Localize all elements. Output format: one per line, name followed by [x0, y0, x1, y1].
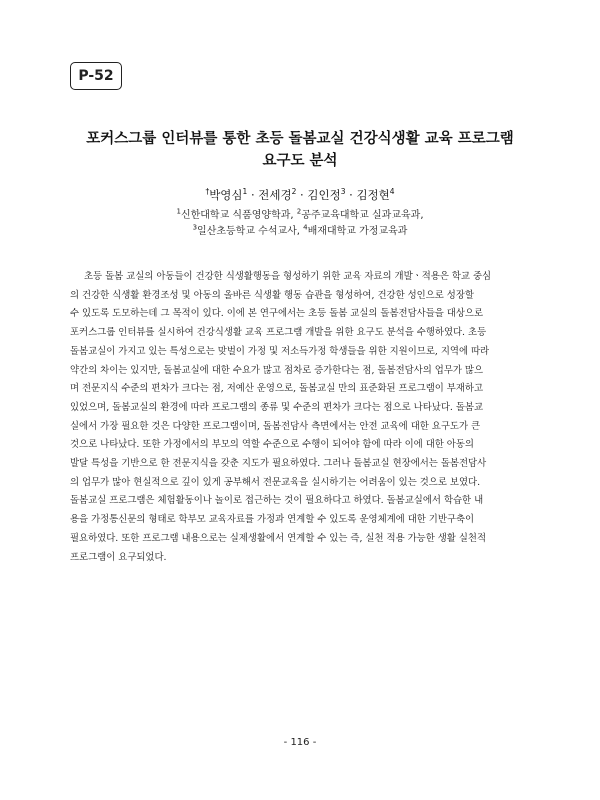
affiliation-line [60, 224, 540, 240]
author-name: 김정현 [356, 188, 390, 202]
abstract-line: 의 업무가 많아 현실적으로 깊이 있게 공부해서 전문교육을 실시하기는 어려움이 있는 것으로 보였다. [70, 476, 481, 488]
abstract-line: 용을 가정통신문의 형태로 학부모 교육자료를 가정과 연계할 수 있도록 운영체계에 대한 기반구축이 [70, 514, 475, 526]
abstract-line: 돌봄교실 프로그램은 체험활동이나 놀이로 접근하는 것이 필요하다고 하였다. 돌봄교실에서 학습한 내 [70, 495, 484, 507]
author-separator: · [296, 188, 308, 202]
poster-id-text: P-52 [78, 68, 114, 84]
author-separator: · [247, 188, 259, 202]
abstract-line: 발달 특성을 기반으로 한 전문지식을 갖춘 지도가 필요하였다. 그러나 돌봄교실 현장에서는 돌봄전담사 [70, 458, 487, 470]
author-separator: · [345, 188, 357, 202]
abstract-line: 며 전문지식 수준의 편차가 크다는 점, 저예산 운영으로, 돌봄교실 만의 표준화된 프로그램이 부재하고 [70, 383, 484, 395]
abstract-line: 돌봄교실이 가지고 있는 특성으로는 맞벌이 가정 및 저소득가정 학생들을 위한 지원이므로, 지역에 따라 [70, 345, 490, 357]
affil-sup: 3 [192, 223, 198, 232]
affil-sup: 1 [176, 207, 181, 216]
affil-text: 공주교육대학교 실과교육과, [301, 210, 424, 221]
affil-text: 일산초등학교 수석교사, [197, 226, 304, 237]
affil-sup: 2 [296, 207, 302, 216]
abstract-line: 포커스그룹 인터뷰를 실시하여 건강식생활 교육 프로그램 개발을 위한 요구도 분석을 수행하였다. 초등 [70, 327, 487, 339]
paper-title [60, 128, 540, 172]
author-name: 전세경 [258, 188, 292, 202]
abstract-line: 있었으며, 돌봄교실의 환경에 따라 프로그램의 종류 및 수준의 편차가 크다는 점으로 나타났다. 돌봄교 [70, 401, 484, 413]
abstract-line: 초등 돌봄 교실의 아동들이 건강한 식생활행동을 형성하기 위한 교육 자료의 개발ㆍ적용은 학교 중심 [84, 271, 492, 282]
affiliation-line [60, 208, 540, 224]
affil-text: 배재대학교 가정교육과 [307, 226, 408, 237]
poster-id-badge [70, 62, 122, 90]
affil-sup: 4 [303, 223, 308, 232]
author-name: 박영심 [209, 188, 243, 202]
abstract-line: 실에서 가장 필요한 것은 다양한 프로그램이며, 돌봄전담사 측면에서는 안전 교육에 대한 요구도가 큰 [70, 420, 481, 432]
abstract-line: 프로그램이 요구되었다. [70, 551, 167, 563]
abstract-line: 것으로 나타났다. 또한 가정에서의 부모의 역할 수준으로 수행이 되어야 함에 따라 이에 대한 아동의 [70, 439, 474, 451]
author-affil-sup: 2 [291, 187, 297, 197]
author-affil-sup: 3 [340, 187, 346, 197]
abstract-line: 의 건강한 식생활 환경조성 및 아동의 올바른 식생활 행동 습관을 형성하여, 건강한 성인으로 성장할 [70, 289, 474, 301]
author-affil-sup: 1 [242, 187, 248, 197]
author-name: 김인정 [307, 188, 341, 202]
title-line-1: 포커스그룹 인터뷰를 통한 초등 돌봄교실 건강식생활 교육 프로그램 [86, 131, 514, 147]
author-list [60, 187, 540, 203]
page-number: - 116 - [283, 737, 317, 748]
abstract-line: 수 있도록 도모하는데 그 목적이 있다. 이에 본 연구에서는 초등 돌봄 교실의 돌봄전담사들을 대상으로 [70, 308, 484, 320]
abstract-line: 약간의 차이는 있지만, 돌봄교실에 대한 수요가 많고 점차로 증가한다는 점, 돌봄전담사의 업무가 많으 [70, 364, 484, 376]
author-affil-sup: 4 [389, 187, 395, 197]
abstract-line: 필요하였다. 또한 프로그램 내용으로는 실제생활에서 연계할 수 있는 즉, 실천 적용 가능한 생활 실천적 [70, 532, 487, 544]
corresponding-mark: † [205, 187, 210, 197]
affiliation-list [60, 208, 540, 240]
affil-text: 신한대학교 식품영양학과, [180, 210, 297, 221]
abstract-body [70, 268, 530, 567]
title-line-2: 요구도 분석 [262, 153, 338, 169]
